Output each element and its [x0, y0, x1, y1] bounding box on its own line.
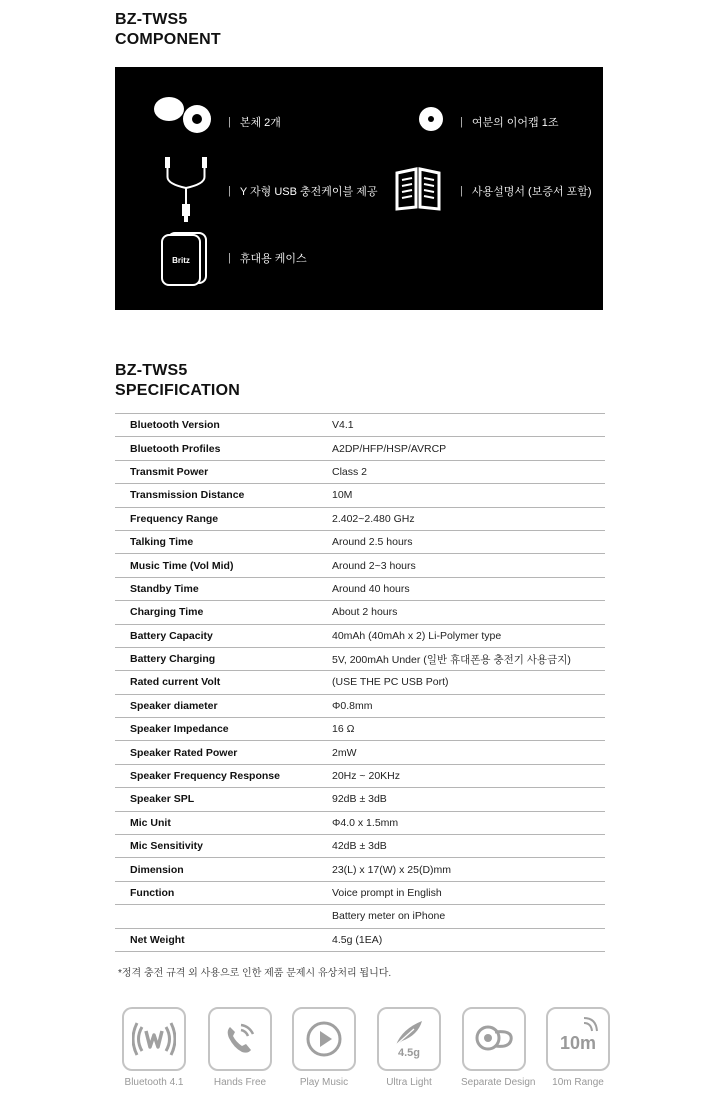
table-row — [115, 881, 605, 904]
spec-value: Around 40 hours — [332, 582, 410, 595]
feature-bluetooth — [121, 1007, 187, 1088]
table-row — [115, 741, 605, 764]
spec-label: Speaker Rated Power — [130, 746, 238, 759]
play-music-icon — [304, 1019, 344, 1059]
spec-label: Music Time (Vol Mid) — [130, 559, 234, 572]
feature-hands-free — [207, 1007, 273, 1088]
spec-value: A2DP/HFP/HSP/AVRCP — [332, 442, 447, 455]
component-item-y-cable: | Y 자형 USB 충전케이블 제공 — [228, 185, 378, 198]
spec-label: Speaker diameter — [130, 699, 218, 712]
y-cable-icon — [161, 157, 211, 223]
table-row — [115, 484, 605, 507]
feature-label: Separate Design — [461, 1077, 536, 1088]
bluetooth-icon — [132, 1019, 176, 1059]
component-model: BZ-TWS5 — [115, 11, 188, 28]
component-panel — [115, 67, 603, 310]
component-item-label: 본체 2개 — [239, 117, 281, 129]
spec-value: Φ4.0 x 1.5mm — [332, 816, 399, 829]
spec-value: Around 2.5 hours — [332, 536, 413, 549]
spec-label: Bluetooth Profiles — [130, 442, 221, 455]
spec-value: 42dB ± 3dB — [332, 840, 387, 853]
spec-value: 40mAh (40mAh x 2) Li-Polymer type — [332, 629, 502, 642]
table-row — [115, 718, 605, 741]
specification-table — [115, 413, 605, 952]
charging-footnote: *정격 충전 규격 외 사용으로 인한 제품 문제시 유상처리 됩니다. — [118, 968, 392, 979]
spec-label: Mic Unit — [130, 816, 171, 829]
spec-label: Frequency Range — [130, 512, 219, 525]
spec-label: Function — [130, 887, 175, 899]
component-item-case: | 휴대용 케이스 — [228, 252, 307, 265]
table-row — [115, 624, 605, 647]
spec-label — [115, 905, 332, 928]
table-row — [115, 694, 605, 717]
table-row — [115, 601, 605, 624]
ultra-light-icon — [392, 1019, 426, 1047]
spec-value: V4.1 — [332, 419, 354, 432]
table-row — [115, 437, 605, 460]
table-row — [115, 647, 605, 670]
spec-value: Battery meter on iPhone — [332, 910, 446, 923]
component-item-label: Y 자형 USB 충전케이블 제공 — [239, 186, 378, 198]
spec-value: 2mW — [332, 746, 357, 759]
spec-value: 23(L) x 17(W) x 25(D)mm — [332, 863, 452, 876]
spec-label: Rated current Volt — [130, 676, 221, 689]
spec-label: Battery Charging — [130, 653, 216, 666]
feature-label: Bluetooth 4.1 — [124, 1077, 184, 1088]
spec-value: About 2 hours — [332, 606, 398, 619]
spec-label: Standby Time — [130, 582, 199, 595]
table-row — [115, 460, 605, 483]
case-brand-logo: Britz — [172, 255, 190, 265]
spec-label: Bluetooth Version — [130, 419, 220, 432]
feature-separate-design — [461, 1007, 536, 1088]
specification-model: BZ-TWS5 — [115, 362, 188, 379]
table-row — [115, 414, 605, 437]
table-row — [115, 905, 605, 928]
table-row — [115, 577, 605, 600]
table-row — [115, 530, 605, 553]
spec-value: 10M — [332, 489, 353, 502]
spec-label: Mic Sensitivity — [130, 840, 203, 853]
table-row — [115, 928, 605, 951]
table-row — [115, 554, 605, 577]
table-row — [115, 764, 605, 787]
spec-label: Speaker SPL — [130, 793, 195, 806]
spec-value: Φ0.8mm — [332, 699, 373, 712]
component-item-label: 여분의 이어캡 1조 — [471, 117, 559, 129]
spec-value: 16 Ω — [332, 723, 355, 736]
spec-value: Class 2 — [332, 465, 368, 478]
component-item-manual: | 사용설명서 (보증서 포함) — [460, 185, 592, 198]
spec-label: Talking Time — [130, 536, 194, 549]
manual-book-icon — [395, 167, 441, 211]
spec-label: Battery Capacity — [130, 629, 213, 642]
spec-value: (USE THE PC USB Port) — [332, 676, 449, 689]
earbuds-icon — [151, 93, 217, 135]
feature-label: Play Music — [299, 1077, 349, 1088]
table-row — [115, 788, 605, 811]
feature-play-music — [291, 1007, 357, 1088]
spec-label: Speaker Frequency Response — [130, 770, 280, 783]
spec-value: 4.5g (1EA) — [332, 933, 383, 946]
spec-label: Net Weight — [130, 933, 185, 946]
component-heading — [115, 10, 221, 50]
range-value: 10m — [559, 1032, 597, 1053]
spec-label: Speaker Impedance — [130, 723, 229, 736]
table-row — [115, 671, 605, 694]
hands-free-icon — [222, 1021, 258, 1057]
spec-value: Voice prompt in English — [332, 887, 442, 899]
component-title: COMPONENT — [115, 31, 221, 48]
separate-design-icon — [473, 1024, 515, 1054]
spec-value: 2.402~2.480 GHz — [332, 512, 415, 525]
weight-value: 4.5g — [397, 1047, 420, 1059]
spec-label: Transmission Distance — [130, 489, 245, 502]
feature-label: Hands Free — [213, 1077, 267, 1088]
ear-cap-icon — [418, 106, 444, 132]
specification-heading — [115, 361, 240, 401]
spec-value: Around 2~3 hours — [332, 559, 416, 572]
feature-label: 10m Range — [552, 1077, 604, 1088]
component-item-earbuds: | 본체 2개 — [228, 116, 281, 129]
table-row — [115, 835, 605, 858]
table-row — [115, 811, 605, 834]
feature-range — [545, 1007, 611, 1088]
spec-value: 20Hz ~ 20KHz — [332, 770, 400, 783]
range-icon — [582, 1017, 598, 1033]
table-row — [115, 507, 605, 530]
spec-value: 92dB ± 3dB — [332, 793, 387, 806]
component-item-label: 사용설명서 (보증서 포함) — [471, 186, 592, 198]
spec-label: Charging Time — [130, 606, 204, 619]
spec-value: 5V, 200mAh Under (일반 휴대폰용 충전기 사용금지) — [332, 653, 571, 666]
table-row — [115, 858, 605, 881]
component-item-label: 휴대용 케이스 — [239, 253, 307, 265]
spec-label: Dimension — [130, 863, 184, 876]
feature-ultra-light — [376, 1007, 442, 1088]
spec-label: Transmit Power — [130, 465, 209, 478]
component-item-ear-cap: | 여분의 이어캡 1조 — [460, 116, 559, 129]
specification-title: SPECIFICATION — [115, 382, 240, 399]
case-icon — [159, 230, 207, 286]
feature-label: Ultra Light — [386, 1077, 432, 1088]
